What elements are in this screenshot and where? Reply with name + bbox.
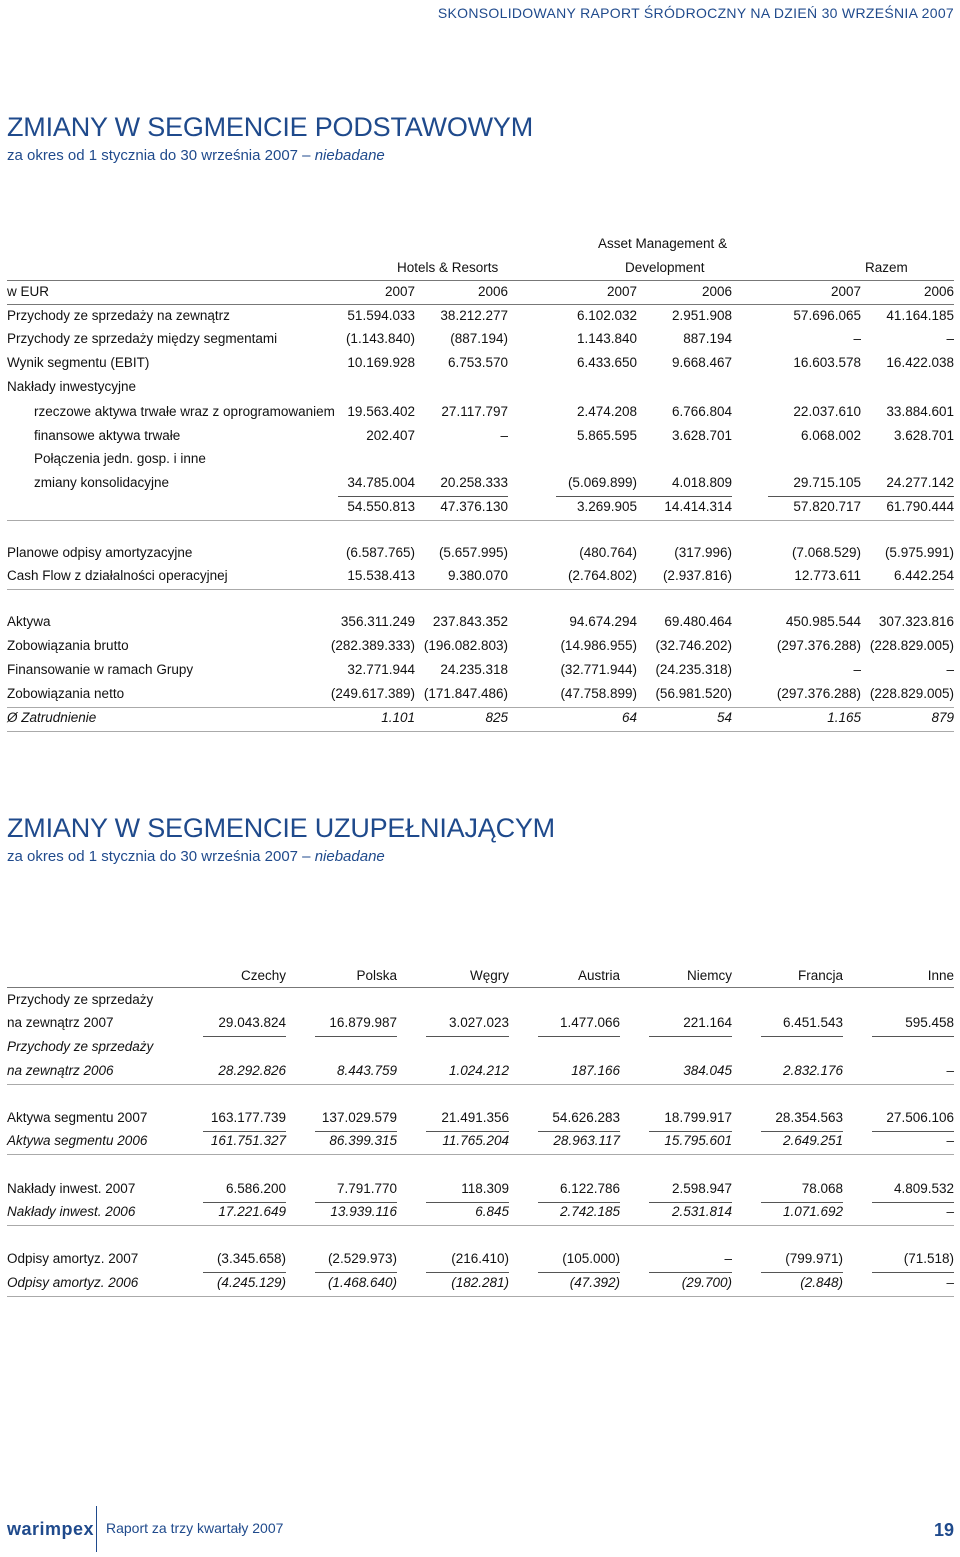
cell-underline xyxy=(649,1131,732,1132)
table-cell: (4.245.129) xyxy=(216,1275,286,1290)
row-divider xyxy=(7,707,954,708)
row-label: Połączenia jedn. gosp. i inne xyxy=(34,451,206,466)
table-cell: 887.194 xyxy=(683,331,732,346)
table-cell: (799.971) xyxy=(785,1251,843,1266)
table-cell: 1.165 xyxy=(827,710,861,725)
table-cell: (14.986.955) xyxy=(560,638,637,653)
table-cell: (282.389.333) xyxy=(330,638,415,653)
table-cell: 9.668.467 xyxy=(671,355,732,370)
table-cell: 2.951.908 xyxy=(671,308,732,323)
table-cell: 137.029.579 xyxy=(321,1110,397,1125)
row-label: Przychody ze sprzedaży xyxy=(7,1039,154,1054)
table-cell: 27.117.797 xyxy=(441,404,508,419)
row-label: Planowe odpisy amortyzacyjne xyxy=(7,545,193,560)
table-cell: (182.281) xyxy=(451,1275,509,1290)
table-cell: – xyxy=(724,1251,732,1266)
table-cell: 163.177.739 xyxy=(210,1110,286,1125)
table-cell: 41.164.185 xyxy=(886,308,954,323)
table-cell: 86.399.315 xyxy=(329,1133,397,1148)
table-cell: 161.751.327 xyxy=(210,1133,286,1148)
table-cell: 6.753.570 xyxy=(447,355,508,370)
table-cell: (32.746.202) xyxy=(655,638,732,653)
table-cell: 1.143.840 xyxy=(576,331,637,346)
table-cell: 6.586.200 xyxy=(225,1181,286,1196)
year-header: 2006 xyxy=(701,284,732,299)
s2-header-divider xyxy=(7,987,954,988)
table-cell: – xyxy=(946,331,954,346)
table-cell: 6.451.543 xyxy=(782,1015,843,1030)
table-cell: 221.164 xyxy=(683,1015,732,1030)
table-cell: 1.477.066 xyxy=(559,1015,620,1030)
table-cell: (71.518) xyxy=(903,1251,954,1266)
years-divider xyxy=(7,304,954,305)
row-divider xyxy=(768,496,954,497)
cell-underline xyxy=(761,1202,843,1203)
table-cell: – xyxy=(946,662,954,677)
cell-underline xyxy=(538,1272,620,1273)
column-header: Niemcy xyxy=(686,968,732,983)
cell-underline xyxy=(761,1131,843,1132)
table-cell: 5.865.595 xyxy=(576,428,637,443)
row-label: Cash Flow z działalności operacyjnej xyxy=(7,568,228,583)
table-cell: 10.169.928 xyxy=(347,355,415,370)
column-header: Czechy xyxy=(240,968,286,983)
row-divider xyxy=(7,589,954,590)
table-cell: 20.258.333 xyxy=(440,475,508,490)
section1-title: ZMIANY W SEGMENCIE PODSTAWOWYM xyxy=(7,112,534,142)
section1-subtitle: za okres od 1 stycznia do 30 września 2007 – niebadane xyxy=(7,147,385,164)
table-cell: 118.309 xyxy=(461,1181,509,1196)
table-cell: 2.832.176 xyxy=(782,1063,843,1078)
table-cell: 38.212.277 xyxy=(440,308,508,323)
year-header: 2007 xyxy=(384,284,415,299)
table-cell: (228.829.005) xyxy=(869,686,954,701)
group-divider xyxy=(7,1225,954,1226)
table-cell: 11.765.204 xyxy=(442,1133,509,1148)
cell-underline xyxy=(315,1202,397,1203)
row-divider xyxy=(338,496,508,497)
cell-underline xyxy=(872,1272,954,1273)
table-cell: 6.068.002 xyxy=(800,428,861,443)
table-cell: 34.785.004 xyxy=(347,475,415,490)
table-cell: (3.345.658) xyxy=(216,1251,286,1266)
table-cell: 1.101 xyxy=(381,710,415,725)
table-cell: 6.766.804 xyxy=(671,404,732,419)
table-cell: (105.000) xyxy=(562,1251,620,1266)
table-cell: (47.758.899) xyxy=(560,686,637,701)
cell-underline xyxy=(203,1036,286,1037)
row-label: Nakłady inwest. 2006 xyxy=(7,1204,136,1219)
table-cell: 57.820.717 xyxy=(793,499,861,514)
table-cell: (5.069.899) xyxy=(567,475,637,490)
row-label: Wynik segmentu (EBIT) xyxy=(7,355,150,370)
cell-underline xyxy=(649,1272,732,1273)
table-cell: 9.380.070 xyxy=(447,568,508,583)
year-header: 2007 xyxy=(606,284,637,299)
table-cell: 6.433.650 xyxy=(576,355,637,370)
column-header: Francja xyxy=(797,968,843,983)
table-cell: 237.843.352 xyxy=(432,614,508,629)
table-cell: 3.027.023 xyxy=(448,1015,509,1030)
table-cell: (249.617.389) xyxy=(330,686,415,701)
table-cell: 16.422.038 xyxy=(886,355,954,370)
table-cell: (2.529.973) xyxy=(327,1251,397,1266)
table-cell: 28.963.117 xyxy=(553,1133,620,1148)
table-cell: 19.563.402 xyxy=(347,404,415,419)
table-cell: 3.269.905 xyxy=(576,499,637,514)
table-cell: 6.102.032 xyxy=(576,308,637,323)
table-cell: 33.884.601 xyxy=(886,404,954,419)
table-cell: 28.354.563 xyxy=(775,1110,843,1125)
cell-underline xyxy=(426,1272,509,1273)
column-header: Polska xyxy=(356,968,397,983)
cell-underline xyxy=(538,1131,620,1132)
table-cell: 47.376.130 xyxy=(440,499,508,514)
table-cell: – xyxy=(853,662,861,677)
table-cell: (5.657.995) xyxy=(438,545,508,560)
table-cell: (56.981.520) xyxy=(655,686,732,701)
table-cell: 21.491.356 xyxy=(441,1110,509,1125)
table-cell: (317.996) xyxy=(674,545,732,560)
row-label: zmiany konsolidacyjne xyxy=(34,475,170,490)
cell-underline xyxy=(872,1202,954,1203)
table-cell: 7.791.770 xyxy=(336,1181,397,1196)
row-divider xyxy=(7,520,954,521)
table-cell: 3.628.701 xyxy=(893,428,954,443)
table-cell: 94.674.294 xyxy=(569,614,637,629)
table-cell: 51.594.033 xyxy=(347,308,415,323)
table-cell: (32.771.944) xyxy=(560,662,637,677)
table-cell: (5.975.991) xyxy=(884,545,954,560)
row-label: Przychody ze sprzedaży xyxy=(7,992,154,1007)
table-cell: 29.715.105 xyxy=(793,475,861,490)
table-cell: (196.082.803) xyxy=(423,638,508,653)
footer-report-title: Raport za trzy kwartały 2007 xyxy=(106,1520,284,1536)
cell-underline xyxy=(761,1036,843,1037)
table-cell: 16.603.578 xyxy=(793,355,861,370)
table-cell: (1.143.840) xyxy=(345,331,415,346)
table-cell: (1.468.640) xyxy=(327,1275,397,1290)
table-cell: 6.442.254 xyxy=(893,568,954,583)
table-cell: – xyxy=(946,1275,954,1290)
row-label: Nakłady inwest. 2007 xyxy=(7,1181,136,1196)
row-label: na zewnątrz 2007 xyxy=(7,1015,114,1030)
year-header: 2007 xyxy=(830,284,861,299)
row-label: finansowe aktywa trwałe xyxy=(34,428,181,443)
row-divider xyxy=(556,496,732,497)
table-cell: (2.764.802) xyxy=(567,568,637,583)
table-cell: 595.458 xyxy=(905,1015,954,1030)
unit-label: w EUR xyxy=(7,284,50,299)
cell-underline xyxy=(315,1131,397,1132)
cell-underline xyxy=(538,1202,620,1203)
row-label: Odpisy amortyz. 2006 xyxy=(7,1275,139,1290)
table-cell: 4.018.809 xyxy=(671,475,732,490)
table-cell: 17.221.649 xyxy=(218,1204,286,1219)
table-cell: 29.043.824 xyxy=(218,1015,286,1030)
year-header: 2006 xyxy=(923,284,954,299)
table-cell: (228.829.005) xyxy=(869,638,954,653)
row-label: rzeczowe aktywa trwałe wraz z oprogramowaniem xyxy=(34,404,335,419)
group-divider xyxy=(7,1296,954,1297)
table-cell: 879 xyxy=(931,710,954,725)
table-cell: 24.235.318 xyxy=(440,662,508,677)
table-cell: (480.764) xyxy=(579,545,637,560)
table-cell: 356.311.249 xyxy=(340,614,415,629)
column-header: Inne xyxy=(927,968,954,983)
row-label: Zobowiązania netto xyxy=(7,686,125,701)
header-divider xyxy=(7,280,954,281)
row-label: Aktywa segmentu 2006 xyxy=(7,1133,148,1148)
footer-separator xyxy=(96,1506,97,1552)
table-cell: 15.795.601 xyxy=(664,1133,732,1148)
table-cell: 1.071.692 xyxy=(782,1204,843,1219)
table-cell: – xyxy=(946,1133,954,1148)
group-divider xyxy=(7,1154,954,1155)
table-cell: 24.277.142 xyxy=(886,475,954,490)
table-cell: 54.626.283 xyxy=(552,1110,620,1125)
page-number: 19 xyxy=(933,1520,954,1540)
table-cell: – xyxy=(946,1204,954,1219)
table-cell: 13.939.116 xyxy=(330,1204,397,1219)
table-cell: 450.985.544 xyxy=(785,614,861,629)
table-cell: (2.848) xyxy=(800,1275,843,1290)
group-header-asset-line1: Asset Management & xyxy=(598,236,728,251)
table-cell: 2.531.814 xyxy=(671,1204,732,1219)
table-cell: 61.790.444 xyxy=(886,499,954,514)
section2-title: ZMIANY W SEGMENCIE UZUPEŁNIAJĄCYM xyxy=(7,813,555,843)
cell-underline xyxy=(649,1202,732,1203)
row-label: Nakłady inwestycyjne xyxy=(7,379,137,394)
table-cell: 2.649.251 xyxy=(782,1133,843,1148)
table-cell: 3.628.701 xyxy=(671,428,732,443)
table-cell: 15.538.413 xyxy=(347,568,415,583)
table-cell: 825 xyxy=(485,710,508,725)
table-cell: 64 xyxy=(621,710,637,725)
cell-underline xyxy=(426,1202,509,1203)
table-cell: 187.166 xyxy=(571,1063,620,1078)
table-cell: (2.937.816) xyxy=(662,568,732,583)
table-cell: (297.376.288) xyxy=(776,686,861,701)
row-label: Przychody ze sprzedaży na zewnątrz xyxy=(7,308,230,323)
section2-subtitle: za okres od 1 stycznia do 30 września 2007 – niebadane xyxy=(7,848,385,865)
table-cell: 78.068 xyxy=(801,1181,843,1196)
row-label: Przychody ze sprzedaży między segmentami xyxy=(7,331,278,346)
table-cell: 32.771.944 xyxy=(347,662,415,677)
table-cell: 6.845 xyxy=(475,1204,509,1219)
table-cell: 4.809.532 xyxy=(893,1181,954,1196)
cell-underline xyxy=(203,1272,286,1273)
table-cell: 6.122.786 xyxy=(559,1181,620,1196)
table-cell: – xyxy=(946,1063,954,1078)
group-header-asset-line2: Development xyxy=(625,260,705,275)
table-cell: 307.323.816 xyxy=(878,614,954,629)
cell-underline xyxy=(203,1202,286,1203)
table-cell: 2.598.947 xyxy=(671,1181,732,1196)
group-divider xyxy=(7,1084,954,1085)
table-cell: – xyxy=(853,331,861,346)
report-header: SKONSOLIDOWANY RAPORT ŚRÓDROCZNY NA DZIEŃ 30 WRZEŚNIA 2007 xyxy=(437,5,954,21)
cell-underline xyxy=(203,1131,286,1132)
table-cell: 202.407 xyxy=(366,428,415,443)
table-cell: (6.587.765) xyxy=(345,545,415,560)
cell-underline xyxy=(649,1036,732,1037)
table-cell: 2.474.208 xyxy=(576,404,637,419)
table-cell: (887.194) xyxy=(450,331,508,346)
row-label: Aktywa xyxy=(7,614,51,629)
cell-underline xyxy=(426,1036,509,1037)
table-cell: 69.480.464 xyxy=(664,614,732,629)
row-label: na zewnątrz 2006 xyxy=(7,1063,114,1078)
table-cell: (7.068.529) xyxy=(791,545,861,560)
table-cell: 14.414.314 xyxy=(664,499,732,514)
row-label: Finansowanie w ramach Grupy xyxy=(7,662,194,677)
table-cell: (297.376.288) xyxy=(776,638,861,653)
cell-underline xyxy=(426,1131,509,1132)
cell-underline xyxy=(538,1036,620,1037)
table-cell: 22.037.610 xyxy=(793,404,861,419)
table-cell: 54 xyxy=(716,710,732,725)
row-label: Zobowiązania brutto xyxy=(7,638,129,653)
table-cell: 12.773.611 xyxy=(794,568,861,583)
group-header-hotels: Hotels & Resorts xyxy=(397,260,499,275)
table-cell: (171.847.486) xyxy=(423,686,508,701)
table-cell: – xyxy=(500,428,508,443)
table-cell: (216.410) xyxy=(451,1251,509,1266)
table-cell: (24.235.318) xyxy=(655,662,732,677)
year-header: 2006 xyxy=(477,284,508,299)
table-cell: 2.742.185 xyxy=(559,1204,620,1219)
table-cell: 16.879.987 xyxy=(329,1015,397,1030)
table-cell: 8.443.759 xyxy=(336,1063,397,1078)
column-header: Austria xyxy=(577,968,620,983)
table-cell: 57.696.065 xyxy=(793,308,861,323)
cell-underline xyxy=(872,1131,954,1132)
cell-underline xyxy=(315,1272,397,1273)
table-cell: 384.045 xyxy=(683,1063,732,1078)
cell-underline xyxy=(761,1272,843,1273)
row-label: Odpisy amortyz. 2007 xyxy=(7,1251,139,1266)
table-cell: 54.550.813 xyxy=(347,499,415,514)
table-cell: (47.392) xyxy=(569,1275,620,1290)
row-label: Ø Zatrudnienie xyxy=(7,710,97,725)
row-label: Aktywa segmentu 2007 xyxy=(7,1110,148,1125)
cell-underline xyxy=(315,1036,397,1037)
row-divider xyxy=(7,731,954,732)
cell-underline xyxy=(872,1036,954,1037)
warimpex-logo: warimpex xyxy=(7,1519,95,1539)
group-header-total: Razem xyxy=(865,260,908,275)
table-cell: 18.799.917 xyxy=(664,1110,732,1125)
table-cell: (29.700) xyxy=(681,1275,732,1290)
column-header: Węgry xyxy=(469,968,509,983)
table-cell: 28.292.826 xyxy=(218,1063,286,1078)
table-cell: 27.506.106 xyxy=(886,1110,954,1125)
table-cell: 1.024.212 xyxy=(448,1063,509,1078)
